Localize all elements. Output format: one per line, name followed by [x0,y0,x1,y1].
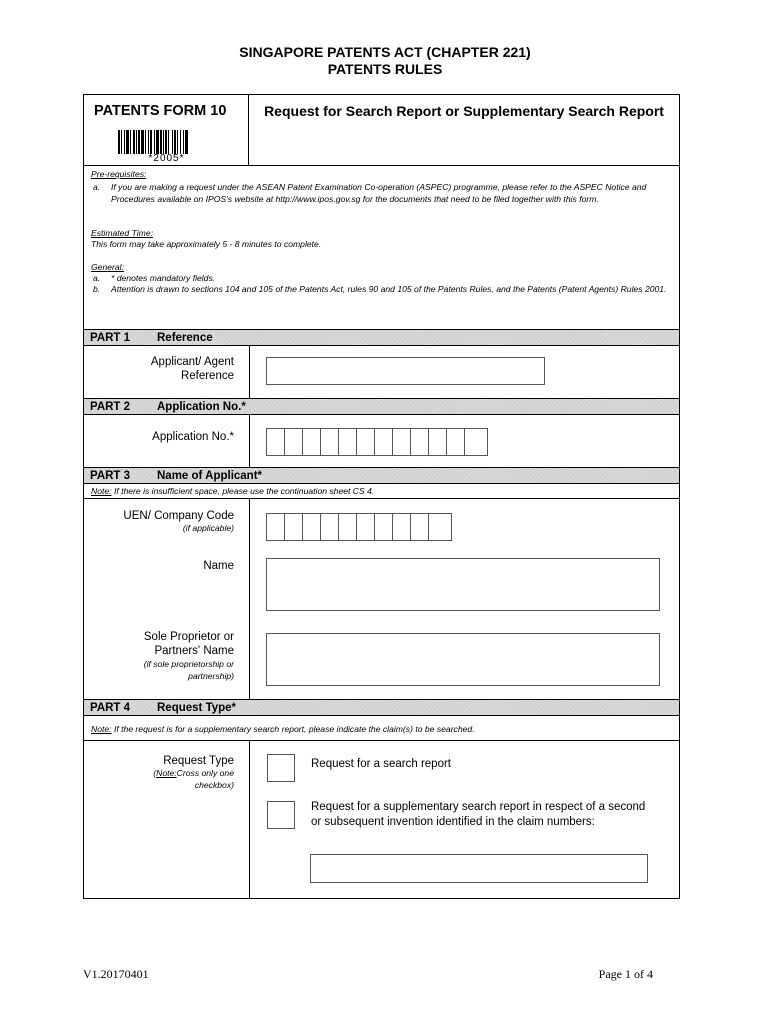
supplementary-report-option-label: Request for a supplementary search report in respect of a second or subsequent invention identified in the claim numbers: [311,801,646,828]
part1-header [84,329,679,346]
part2-number: PART 2 [90,401,131,413]
sole-proprietor-label [144,630,234,658]
part4-title: Request Type* [157,702,237,714]
column-divider [249,415,250,468]
part3-title: Name of Applicant* [157,470,263,482]
form-id-cell [84,95,249,166]
sole-proprietor-label-line1: Sole Proprietor or [143,631,234,643]
sole-proprietor-input[interactable] [266,633,660,686]
agent-reference-input[interactable] [266,357,545,385]
request-type-sublabel-line2: checkbox) [194,780,234,790]
column-divider [249,741,250,899]
doc-subtitle: PATENTS RULES [327,61,443,77]
page-number: Page 1 of 4 [598,967,653,981]
agent-reference-label-line2: Reference [180,370,234,382]
search-report-option-label: Request for a search report [311,758,451,770]
general-a-text: * denotes mandatory fields. [111,273,216,283]
name-label: Name [203,560,234,572]
time-text: This form may take approximately 5 - 8 minutes to complete. [91,239,322,249]
form-number: PATENTS FORM 10 [94,103,227,119]
barcode-image [118,130,216,154]
general-b-text: Attention is drawn to sections 104 and 105 of the Patents Act, rules 90 and 105 of the Patents Rules, and the Patents (Patent Agents) Rules 2001. [111,284,667,294]
prereq-a-text: If you are making a request under the ASEAN Patent Examination Co-operation (ASPEC) programme, please refer to the ASPEC Notice and Procedures available on IPOS's website at http://www.ipos.gov.sg for the documents that need to be filed together with this form. [111,182,647,204]
general-heading: General: [91,262,124,272]
general-a-marker: a. [93,273,101,283]
claim-numbers-input[interactable] [310,854,648,883]
request-type-sublabel-rest: Cross only one [176,768,234,778]
search-report-checkbox[interactable] [267,754,295,782]
version-text: V1.20170401 [83,967,149,981]
request-title: Request for Search Report or Supplementary Search Report [249,95,679,166]
barcode-text: *2005* [148,153,185,164]
sole-proprietor-sublabel-line2: partnership) [188,671,234,681]
supplementary-report-checkbox[interactable] [267,801,295,829]
agent-reference-label [151,355,234,383]
part3-header [84,467,679,484]
part4-note-label: Note: [91,724,112,734]
uen-input[interactable] [266,513,452,541]
column-divider [249,346,250,399]
request-type-sublabel: (Note:Cross only one checkbox) [153,768,234,790]
request-type-note-label: Note: [156,768,177,778]
prereq-a-marker: a. [93,182,101,192]
application-no-label: Application No.* [152,431,234,443]
divider [84,498,679,499]
part2-title: Application No.* [157,401,246,413]
part1-number: PART 1 [90,332,131,344]
request-type-label: Request Type [163,755,234,767]
part3-note [91,485,374,497]
name-input[interactable] [266,558,660,611]
part4-number: PART 4 [90,702,131,714]
part1-title: Reference [157,332,213,344]
agent-reference-label-line1: Applicant/ Agent [150,356,234,368]
general-b-marker: b. [93,284,101,294]
uen-label: UEN/ Company Code [123,510,234,522]
application-no-input[interactable] [266,428,488,456]
part2-header [84,398,679,415]
time-heading: Estimated Time: [91,228,154,238]
sole-proprietor-sublabel [144,658,234,682]
part4-note-text: If the request is for a supplementary search report, please indicate the claim(s) to be searched. [113,724,475,734]
uen-sublabel: (if applicable) [182,523,234,533]
prereq-heading: Pre-requisites: [91,169,147,179]
doc-title: SINGAPORE PATENTS ACT (CHAPTER 221) [239,44,531,60]
part3-note-text: If there is insufficient space, please use the continuation sheet CS 4. [113,486,375,496]
form-container [83,94,680,899]
part4-header [84,699,679,716]
divider [84,740,679,741]
column-divider [249,499,250,699]
part4-note [91,723,475,735]
sole-proprietor-label-line2: Partners' Name [154,645,234,657]
sole-proprietor-sublabel-line1: (if sole proprietorship or [143,659,234,669]
part3-number: PART 3 [90,470,131,482]
part3-note-label: Note: [91,486,112,496]
